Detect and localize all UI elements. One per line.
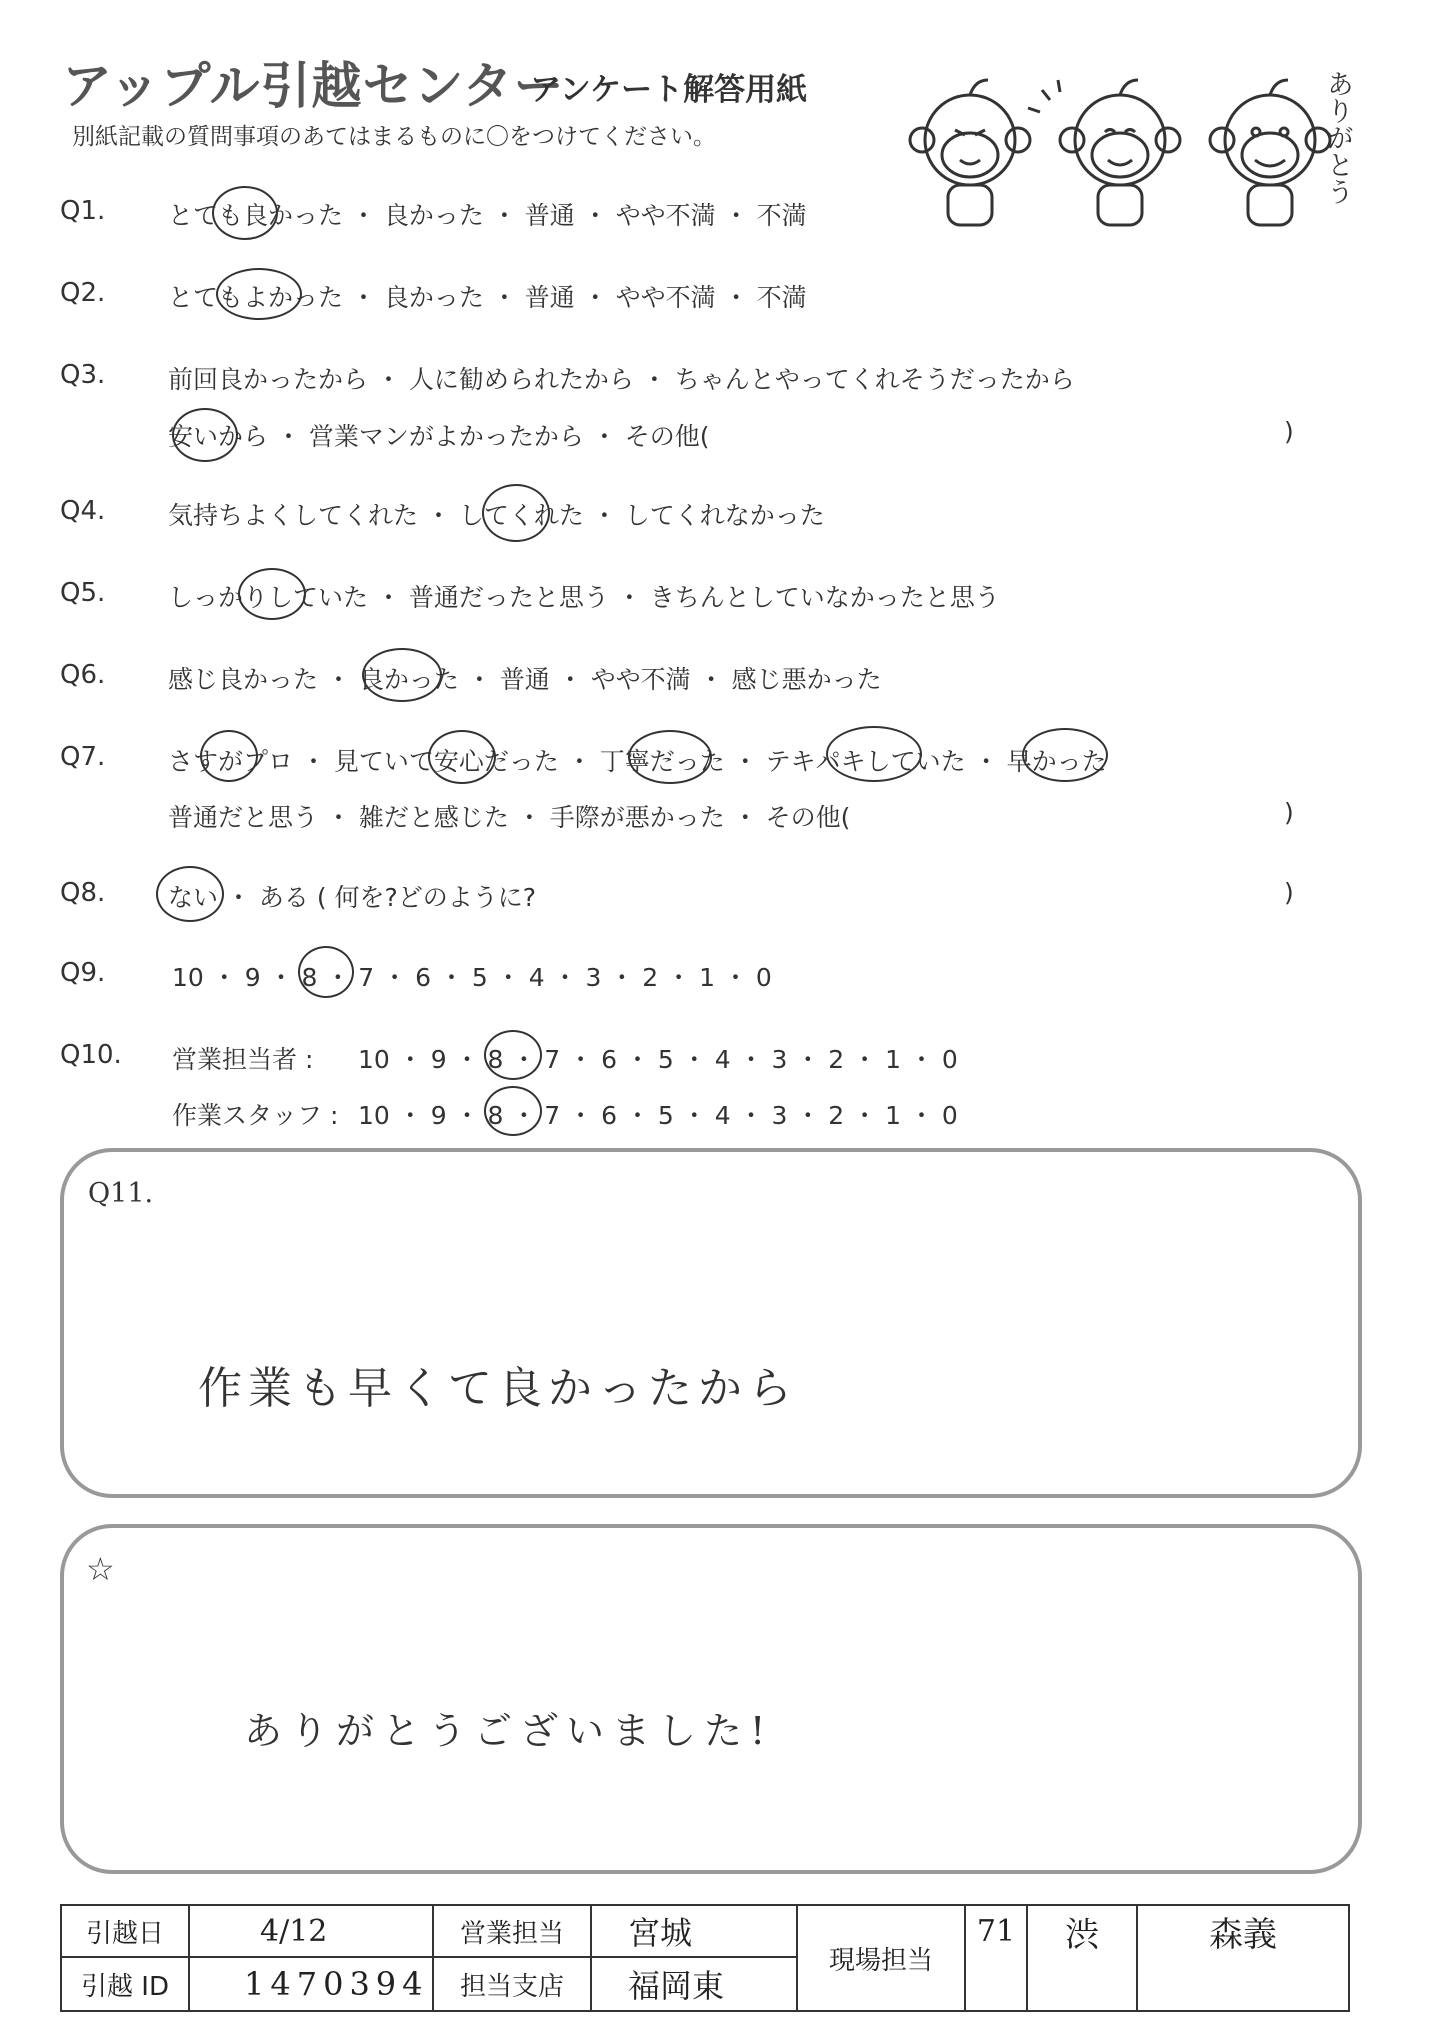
mascot-caption: ありがとう	[1322, 70, 1353, 205]
q7-label: Q7.	[60, 742, 106, 772]
q3-options-line1[interactable]: 前回良かったから ・ 人に勧められたから ・ ちゃんとやってくれそうだったから	[168, 365, 1075, 394]
q10-sales-answer-circle	[484, 1030, 542, 1080]
q11-label: Q11.	[88, 1178, 154, 1209]
page-title: アップル引越センター	[62, 57, 565, 115]
field-staff-cell-1	[965, 1957, 1027, 2011]
q7-answer-circle-5	[1022, 728, 1108, 782]
q5-label: Q5.	[60, 578, 106, 608]
q10-staff-answer-circle	[484, 1086, 542, 1136]
q8-answer-circle	[156, 866, 224, 922]
q6-options[interactable]: 感じ良かった ・ 良かった ・ 普通 ・ やや不満 ・ 感じ悪かった	[168, 665, 882, 694]
q10-staff-label: 作業スタッフ :	[172, 1101, 339, 1130]
q9-label: Q9.	[60, 958, 106, 988]
monkey-mascots-icon	[900, 60, 1380, 240]
q10-sales-scale[interactable]: 10 ・ 9 ・ 8 ・ 7 ・ 6 ・ 5 ・ 4 ・ 3 ・ 2 ・ 1 ・ 0	[358, 1045, 958, 1074]
move-date-value: 4/12	[189, 1905, 433, 1957]
field-staff-cell-2	[1027, 1957, 1137, 2011]
q1-label: Q1.	[60, 196, 106, 226]
field-staff-3: 森義	[1137, 1905, 1349, 1957]
branch-label: 担当支店	[433, 1957, 591, 2011]
q5-answer-circle	[238, 568, 306, 620]
q3-close-paren: )	[1284, 417, 1294, 446]
q11-comment-box[interactable]	[60, 1148, 1362, 1498]
q2-options[interactable]: とてもよかった ・ 良かった ・ 普通 ・ やや不満 ・ 不満	[168, 283, 807, 312]
q10-sales-label: 営業担当者 :	[172, 1045, 314, 1074]
q7-options-line1[interactable]: さすがプロ ・ 見ていて安心だった ・ 丁寧だった ・ テキパキしていた ・ 早かった	[168, 747, 1107, 776]
field-staff-cell-3	[1137, 1957, 1349, 2011]
q2-answer-circle	[216, 268, 302, 320]
q7-close-paren: )	[1284, 798, 1294, 827]
q7-answer-circle-1	[200, 730, 258, 782]
q7-answer-circle-4	[826, 726, 922, 782]
q10-label: Q10.	[60, 1040, 122, 1070]
q11-answer: 作業も早くて良かったから	[198, 1363, 798, 1414]
q1-answer-circle	[212, 186, 278, 240]
q8-close-paren: )	[1284, 878, 1294, 907]
q3-options-line2[interactable]: 安いから ・ 営業マンがよかったから ・ その他(	[168, 422, 710, 451]
move-id-label: 引越 ID	[61, 1957, 189, 2011]
field-staff-2: 渋	[1027, 1905, 1137, 1957]
instruction-text: 別紙記載の質問事項のあてはまるものに〇をつけてください。	[72, 124, 716, 150]
q4-answer-circle	[482, 484, 550, 542]
sales-rep-value: 宮城	[591, 1905, 797, 1957]
move-id-value: 1470394	[189, 1957, 433, 2011]
q7-answer-circle-3	[628, 730, 712, 784]
q1-options[interactable]: とても良かった ・ 良かった ・ 普通 ・ やや不満 ・ 不満	[168, 201, 807, 230]
q2-label: Q2.	[60, 278, 106, 308]
q3-answer-circle	[172, 408, 238, 462]
q4-label: Q4.	[60, 496, 106, 526]
q6-answer-circle	[362, 648, 442, 702]
q5-options[interactable]: しっかりしていた ・ 普通だったと思う ・ きちんとしていなかったと思う	[168, 583, 1000, 612]
star-message: ありがとうございました!	[244, 1709, 774, 1753]
q4-options[interactable]: 気持ちよくしてくれた ・ してくれた ・ してくれなかった	[168, 501, 825, 530]
sales-rep-label: 営業担当	[433, 1905, 591, 1957]
q10-staff-scale[interactable]: 10 ・ 9 ・ 8 ・ 7 ・ 6 ・ 5 ・ 4 ・ 3 ・ 2 ・ 1 ・ 0	[358, 1101, 958, 1130]
q9-answer-circle	[298, 946, 354, 998]
star-icon: ☆	[86, 1550, 115, 1588]
q7-options-line2[interactable]: 普通だと思う ・ 雑だと感じた ・ 手際が悪かった ・ その他(	[168, 803, 851, 832]
star-comment-box[interactable]	[60, 1524, 1362, 1874]
field-staff-label: 現場担当	[797, 1905, 965, 2011]
move-info-table	[60, 1904, 1350, 2012]
page-subtitle: アンケート解答用紙	[530, 72, 808, 108]
field-staff-1: 71	[965, 1905, 1027, 1957]
move-date-label: 引越日	[61, 1905, 189, 1957]
q8-options[interactable]: ない ・ ある ( 何を?どのように?	[168, 883, 537, 912]
branch-value: 福岡東	[591, 1957, 797, 2011]
q9-scale[interactable]: 10 ・ 9 ・ 8 ・ 7 ・ 6 ・ 5 ・ 4 ・ 3 ・ 2 ・ 1 ・ 0	[172, 963, 772, 992]
q7-answer-circle-2	[428, 730, 496, 784]
q3-label: Q3.	[60, 360, 106, 390]
q8-label: Q8.	[60, 878, 106, 908]
q6-label: Q6.	[60, 660, 106, 690]
